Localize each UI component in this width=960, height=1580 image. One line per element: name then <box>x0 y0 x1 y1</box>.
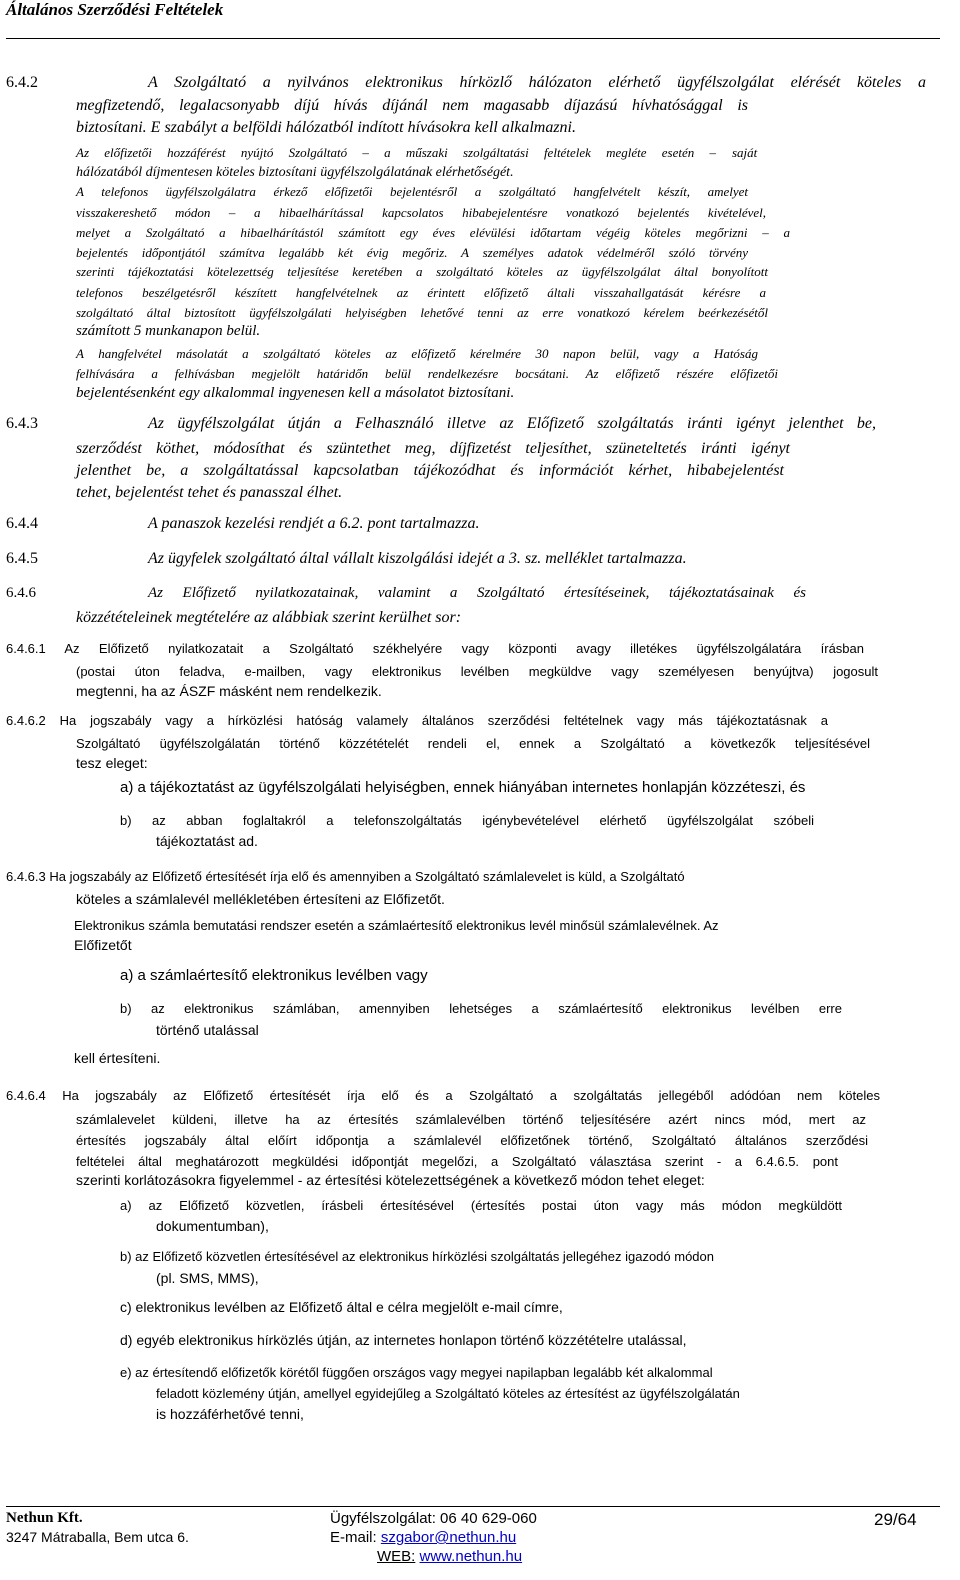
s6461-line-3: megtenni, ha az ÁSZF másként nem rendelkezik. <box>76 683 382 699</box>
s642-line-3: biztosítani. E szabályt a belföldi hálózatból indított hívásokra kell alkalmazni. <box>76 119 576 136</box>
s642-line-1: A Szolgáltató a nyilvános elektronikus hírközlő hálózaton elérhető ügyfélszolgálat elérését köteles a <box>148 74 926 91</box>
s642-p3-line-1: A telefonos ügyfélszolgálatra érkező előfizetői bejelentésről a szolgáltató hangfelvételt készít, amelyet <box>76 184 748 199</box>
footer-phone: Ügyfélszolgálat: 06 40 629-060 <box>330 1510 537 1527</box>
s6464-item-d: d) egyéb elektronikus hírközlés útján, az internetes honlapon történő közzétételre utalással, <box>120 1332 687 1348</box>
s642-p3-line-2: visszakereshető módon – a hibaelhárítással kapcsolatos hibabejelentésre vonatkozó bejelentés kivételével, <box>76 205 766 220</box>
footer-page-number: 29/64 <box>874 1510 917 1529</box>
s6464-item-b-line-1: b) az Előfizető közvetlen értesítésével az elektronikus hírközlési szolgáltatás jellegéhez igazodó módon <box>120 1249 714 1264</box>
s6463-item-a: a) a számlaértesítő elektronikus levélben vagy <box>120 967 428 984</box>
s6464-item-e-line-2: feladott közlemény útján, amellyel egyidejűleg a Szolgáltató köteles az értesítést az ügyfélszolgálatán <box>156 1386 740 1401</box>
s6463-line-2: köteles a számlalevél mellékletében értesíteni az Előfizetőt. <box>76 891 445 907</box>
footer-email-row <box>330 1529 516 1546</box>
section-number-6-4-4: 6.4.4 <box>6 515 38 532</box>
s6464-line-4: feltételei által meghatározott megküldési időpontját megelőzi, a Szolgáltató választása szerint - a 6.4.6.5. pont <box>76 1154 838 1169</box>
s6463-line-3: Elektronikus számla bemutatási rendszer esetén a számlaértesítő elektronikus levél minősül számlalevélnek. Az <box>74 918 719 933</box>
s642-p3-line-4: bejelentés időpontjától számítva legalább két évig megőriz. A személyes adatok védelméről szóló törvény <box>76 245 748 260</box>
s642-p2-line-1-end: saját <box>732 145 758 160</box>
s6463-line-5: kell értesíteni. <box>74 1050 161 1066</box>
s6464-item-e-line-3: is hozzáférhetővé tenni, <box>156 1406 304 1422</box>
footer-divider <box>6 1506 940 1507</box>
s646-line-2: közzétételeinek megtételére az alábbiak szerint kerülhet sor: <box>76 609 462 626</box>
s6463-item-b-line-1: b) az elektronikus számlában, amennyiben lehetséges a számlaértesítő elektronikus levélben erre <box>120 1001 842 1016</box>
s643-line-4: tehet, bejelentést tehet és panasszal élhet. <box>76 484 343 501</box>
s6463-item-b-line-2: történő utalással <box>156 1022 259 1038</box>
s6464-item-a-line-1: a) az Előfizető közvetlen, írásbeli értesítésével (értesítés postai úton vagy más módon megküldött <box>120 1198 842 1213</box>
s6462-item-b-line-1: b) az abban foglaltakról a telefonszolgáltatás igénybevételével elérhető ügyfélszolgálat szóbeli <box>120 813 814 828</box>
s6463-line-1: 6.4.6.3 Ha jogszabály az Előfizető értesítését írja elő és amennyiben a Szolgáltató számlalevelet is küld, a Szolgáltató <box>6 869 685 884</box>
s642-p3-line-3: melyet a Szolgáltató a hibaelhárítástól számított egy éves elévülési időtartam végéig köteles megőrizni – a <box>76 225 790 240</box>
s6464-item-e-line-1: e) az értesítendő előfizetők körétől függően országos vagy megyei napilapban legalább két alkalommal <box>120 1365 713 1380</box>
s6464-item-a-line-2: dokumentumban), <box>156 1218 269 1234</box>
s642-p4-line-1: A hangfelvétel másolatát a szolgáltató köteles az előfizető kérelmére 30 napon belül, vagy a Hatóság <box>76 346 758 361</box>
footer-company: Nethun Kft. <box>6 1510 83 1526</box>
header-divider <box>6 38 940 39</box>
s642-p3-line-6: telefonos beszélgetésről készített hangfelvételnek az érintett előfizető általi visszahallgatását kérésre a <box>76 285 766 300</box>
s642-p3-line-8: számított 5 munkanapon belül. <box>76 323 261 339</box>
s642-p3-line-5: szerinti tájékoztatási kötelezettség teljesítése keretében a szolgáltató köteles az ügyfélszolgálat által bonyolított <box>76 264 768 279</box>
s6464-item-b-line-2: (pl. SMS, MMS), <box>156 1270 259 1286</box>
s644-text: A panaszok kezelési rendjét a 6.2. pont tartalmazza. <box>148 515 480 532</box>
footer-email-link[interactable]: szgabor@nethun.hu <box>380 1529 517 1546</box>
s642-p4-line-2: felhívására a felhívásban megjelölt határidőn belül rendelkezésre bocsátani. Az előfizető részére előfizetői <box>76 366 778 381</box>
footer-web-link[interactable]: www.nethun.hu <box>419 1548 523 1565</box>
footer-web-row <box>377 1548 522 1565</box>
s642-p2-line-1: Az előfizetői hozzáférést nyújtó Szolgáltató – a műszaki szolgáltatási feltételek megléte esetén – <box>76 145 716 160</box>
s6464-line-2: számlalevelet küldeni, illetve ha az értesítés számlalevélben történő teljesítésére azért nincs mód, mert az <box>76 1112 866 1127</box>
footer-address: 3247 Mátraballa, Bem utca 6. <box>6 1529 189 1545</box>
s643-line-1: Az ügyfélszolgálat útján a Felhasználó illetve az Előfizető szolgáltatás iránti igényt jelenthet be, <box>148 415 876 432</box>
s6462-item-b-line-2: tájékoztatást ad. <box>156 833 258 849</box>
section-number-6-4-2: 6.4.2 <box>6 74 38 91</box>
s643-line-3: jelenthet be, a szolgáltatással kapcsolatban tájékozódhat és információt kérhet, hibabejelentést <box>76 462 784 479</box>
s6462-line-1: 6.4.6.2 Ha jogszabály vagy a hírközlési hatóság valamely általános szerződési feltételnek vagy más tájékoztatásnak a <box>6 713 828 728</box>
s642-p2-line-2: hálózatából díjmentesen köteles biztosítani ügyfélszolgálatának elérhetőségét. <box>76 165 514 180</box>
s6462-item-a: a) a tájékoztatást az ügyfélszolgálati helyiségben, ennek hiányában internetes honlapján közzéteszi, és <box>120 779 806 796</box>
document-header-title: Általános Szerződési Feltételek <box>6 0 224 19</box>
s643-line-2: szerződést köthet, módosíthat és szüntethet meg, díjfizetést teljesíthet, szüneteltetés iránti igényt <box>76 440 790 457</box>
s645-text: Az ügyfelek szolgáltató által vállalt kiszolgálási idejét a 3. sz. melléklet tartalmazza. <box>148 550 687 567</box>
s6462-line-3: tesz eleget: <box>76 755 148 771</box>
footer-web-label: WEB: <box>377 1548 416 1565</box>
s6462-line-2: Szolgáltató ügyfélszolgálatán történő közzétételét rendeli el, ennek a Szolgáltató a következők teljesítésével <box>76 736 870 751</box>
s6464-line-5: szerinti korlátozásokra figyelemmel - az értesítési kötelezettségének a következő módon tehet eleget: <box>76 1172 705 1188</box>
section-number-6-4-3: 6.4.3 <box>6 415 38 432</box>
s6464-item-c: c) elektronikus levélben az Előfizető által e célra megjelölt e-mail címre, <box>120 1299 563 1315</box>
footer-email-label: E-mail: <box>330 1529 377 1546</box>
s642-p4-line-3: bejelentésenként egy alkalommal ingyenesen kell a másolatot biztosítani. <box>76 385 515 401</box>
s6461-line-2: (postai úton feladva, e-mailben, vagy elektronikus levélben megküldve vagy személyesen benyújtva) jogosult <box>76 664 878 679</box>
section-number-6-4-5: 6.4.5 <box>6 550 38 567</box>
s642-line-2: megfizetendő, legalacsonyabb díjú hívás díjánál nem magasabb díjazású hívhatósággal is <box>76 97 748 114</box>
s6461-line-1: 6.4.6.1 Az Előfizető nyilatkozatait a Szolgáltató székhelyére vagy központi avagy illetékes ügyfélszolgálatára írásban <box>6 641 864 656</box>
section-number-6-4-6: 6.4.6 <box>6 585 36 601</box>
s642-p3-line-7: szolgáltató által biztosított ügyfélszolgálati helyiségben lehetővé tenni az erre vonatkozó kérelem beérkezésétől <box>76 305 768 320</box>
s6464-line-1: 6.4.6.4 Ha jogszabály az Előfizető értesítését írja elő és a Szolgáltató a szolgáltatás jellegéből adódóan nem köteles <box>6 1088 880 1103</box>
s6464-line-3: értesítés jogszabály által előírt időpontja a számlalevél előfizetőnek történő, Szolgáltató általános szerződési <box>76 1133 868 1148</box>
s6463-line-4: Előfizetőt <box>74 937 132 953</box>
s646-line-1: Az Előfizető nyilatkozatainak, valamint a Szolgáltató értesítéseinek, tájékoztatásainak és <box>148 585 806 601</box>
